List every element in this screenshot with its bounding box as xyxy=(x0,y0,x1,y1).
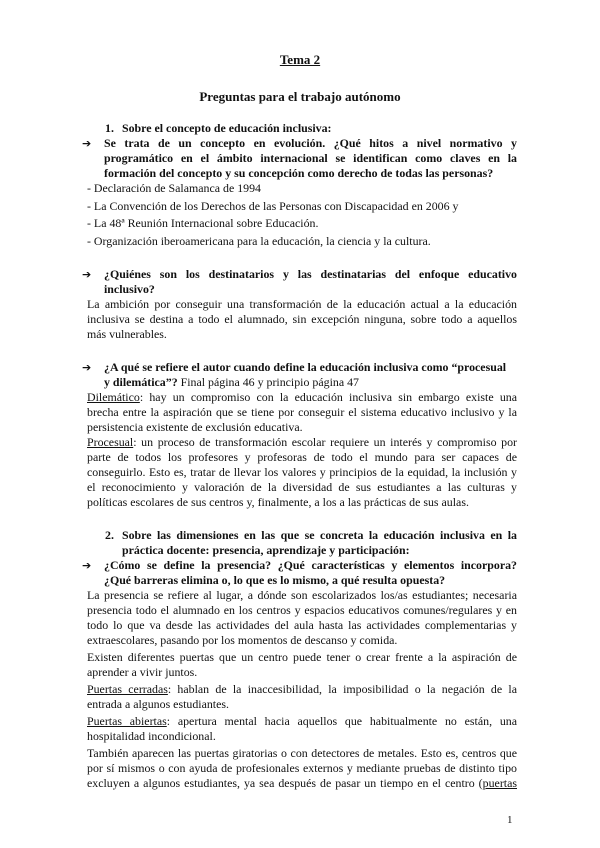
question-text: programático en el ámbito internacional se identifican como claves en la xyxy=(104,151,517,165)
answer-text: por sí mismos o con ayuda de profesionales externos y mediante pruebas de distinto tipo xyxy=(87,761,517,775)
answer-text: el reconocimiento y valoración de la diversidad de sus estudiantes a las culturas y xyxy=(87,480,517,494)
question-text: Se trata de un concepto en evolución. ¿Qué hitos a nivel normativo y xyxy=(104,136,517,150)
term-label: Puertas cerradas xyxy=(87,682,168,696)
section-2-number: 2. xyxy=(105,528,114,542)
answer-text: persistencia existente de exclusión educativa. xyxy=(87,420,303,434)
answer-line xyxy=(87,776,517,791)
arrow-icon: ➔ xyxy=(82,361,92,374)
answer-text: hospitalidad incondicional. xyxy=(87,729,216,743)
definition-text: : un proceso de transformación escolar requiere un interés y compromiso por xyxy=(133,435,517,449)
answer-text: todo lo que va desde las actividades del aula hasta las actividades complementarias y xyxy=(87,618,517,632)
definition-text: : hablan de la inaccesibilidad, la imposibilidad o la negación de la xyxy=(167,682,517,696)
term-label: Dilemático xyxy=(87,390,140,404)
answer-text: políticas escolares de sus centros y, finalmente, a los a las prácticas de sus aulas. xyxy=(87,495,469,509)
question-text: ¿A qué se refiere el autor cuando define la educación inclusiva como “procesual xyxy=(104,360,507,374)
definition-line xyxy=(87,390,517,405)
question-text: y dilemática”? xyxy=(104,375,178,389)
page-title: Tema 2 xyxy=(279,52,321,67)
arrow-icon: ➔ xyxy=(82,559,92,572)
answer-text: más vulnerables. xyxy=(87,327,167,341)
answer-text: entrada a algunos estudiantes. xyxy=(87,697,229,711)
answer-text: aprender a vivir juntos. xyxy=(87,665,198,679)
definition-text: : apertura mental hacia aquellos que habitualmente no están, una xyxy=(166,714,517,728)
question-text: ¿Qué barreras elimina o, lo que es lo mismo, a qué resulta opuesta? xyxy=(104,573,446,587)
list-item: - La Convención de los Derechos de las Personas con Discapacidad en 2006 y xyxy=(87,199,459,213)
answer-text: La ambición por conseguir una transformación de la educación actual a la educación xyxy=(87,297,517,311)
question-line xyxy=(104,375,517,390)
answer-text: inclusiva se destina a todo el alumnado, sin excepción ninguna, sobre todo a aquellos xyxy=(87,312,517,326)
list-item: - La 48ª Reunión Internacional sobre Educación. xyxy=(87,216,319,230)
answer-text: La presencia se refiere al lugar, a dónde son escolarizados los/as estudiantes; necesaria xyxy=(87,588,517,602)
arrow-icon: ➔ xyxy=(82,268,92,281)
question-text: ¿Cómo se define la presencia? ¿Qué características y elementos incorpora? xyxy=(104,558,517,572)
answer-text: excluyen a algunos estudiantes, ya sea después de pasar un tiempo en el centro ( xyxy=(87,776,483,790)
answer-text: brecha entre la aspiración que se tiene por conseguir el sistema educativo inclusivo y la xyxy=(87,405,517,419)
question-text: formación del concepto y su concepción como derecho de todas las personas? xyxy=(104,166,494,180)
term-label: Puertas abiertas xyxy=(87,714,167,728)
list-item: - Declaración de Salamanca de 1994 xyxy=(87,181,261,195)
answer-text: extraescolares, pasando por los momentos de descanso y comida. xyxy=(87,633,398,647)
section-2-heading: práctica docente: presencia, aprendizaje y participación: xyxy=(122,543,410,557)
page-number: 1 xyxy=(507,814,513,826)
answer-text: parte de todos los profesores y profesoras de todo el mundo para ser capaces de xyxy=(87,450,517,464)
term-label: Procesual xyxy=(87,435,134,449)
answer-text: conseguirlo. Esto es, tratar de llevar los valores y principios de la equidad, la inclusión y xyxy=(87,465,517,479)
section-2-heading: Sobre las dimensiones en las que se concreta la educación inclusiva en la xyxy=(122,528,517,542)
question-text: inclusivo? xyxy=(104,282,155,296)
page-subtitle: Preguntas para el trabajo autónomo xyxy=(199,89,401,104)
answer-text: presencia todo el alumnado en los centros y espacios educativos comunes/regulares y en xyxy=(87,603,517,617)
definition-text: : hay un compromiso con la educación inclusiva sin embargo existe una xyxy=(139,390,517,404)
question-text: ¿Quiénes son los destinatarios y las destinatarias del enfoque educativo xyxy=(104,267,517,281)
definition-line xyxy=(87,714,517,729)
page-reference: Final página 46 y principio página 47 xyxy=(177,375,359,389)
definition-line xyxy=(87,435,517,450)
arrow-icon: ➔ xyxy=(82,137,92,150)
term-label: puertas xyxy=(482,776,517,790)
answer-text: Existen diferentes puertas que un centro puede tener o crear frente a la aspiración de xyxy=(87,650,517,664)
definition-line xyxy=(87,682,517,697)
section-1-number: 1. xyxy=(105,121,114,135)
answer-text: También aparecen las puertas giratorias o con detectores de metales. Esto es, centros que xyxy=(87,746,517,760)
list-item: - Organización iberoamericana para la educación, la ciencia y la cultura. xyxy=(87,234,431,248)
section-1-heading: Sobre el concepto de educación inclusiva: xyxy=(122,121,332,135)
